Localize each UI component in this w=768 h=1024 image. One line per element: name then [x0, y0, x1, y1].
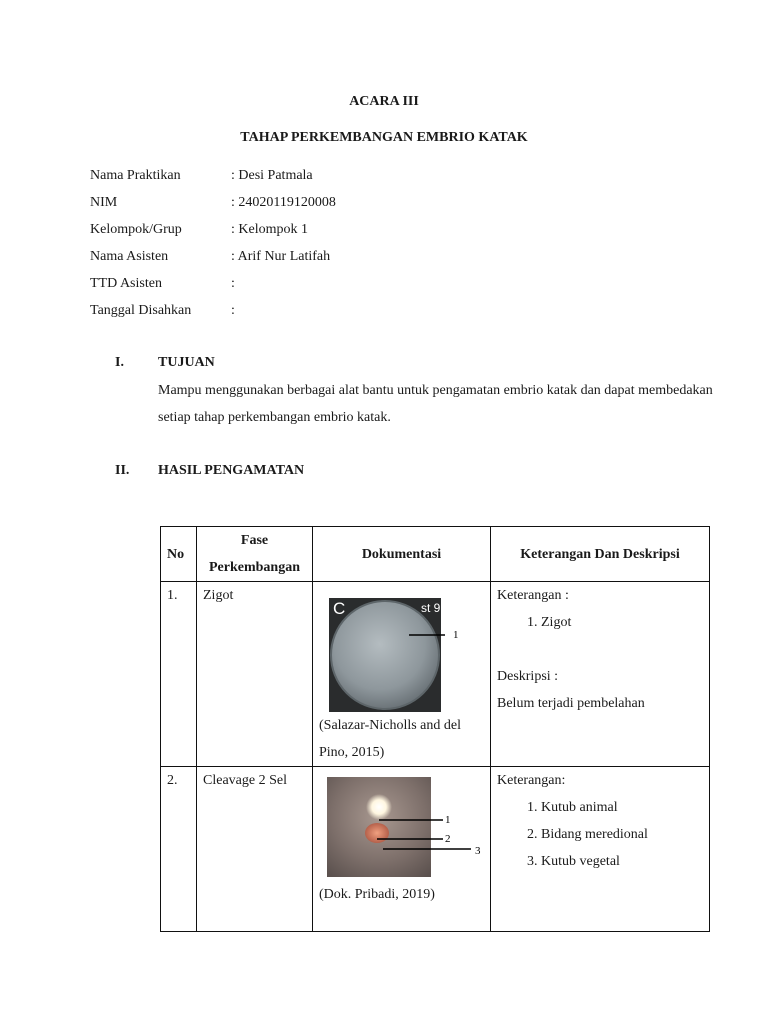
- document-title: TAHAP PERKEMBANGAN EMBRIO KATAK: [240, 130, 528, 145]
- cell-keterangan: [491, 582, 710, 767]
- keterangan-list: [497, 609, 703, 636]
- photo-caption: (Salazar-Nicholls and del Pino, 2015): [319, 718, 461, 760]
- pointer-label-2: 2: [445, 833, 451, 845]
- keterangan-heading: Keterangan :: [497, 588, 569, 603]
- cell-keterangan: [491, 767, 710, 932]
- info-label-kelompok: Kelompok/Grup: [90, 222, 182, 237]
- info-value-nama: : Desi Patmala: [231, 168, 313, 183]
- header-fase: Fase Perkembangan: [197, 527, 313, 582]
- section-title-tujuan: TUJUAN: [158, 355, 215, 370]
- deskripsi-text: Belum terjadi pembelahan: [497, 696, 645, 711]
- info-value-ttd: :: [231, 276, 235, 291]
- pointer-label-1: 1: [453, 629, 459, 641]
- tujuan-paragraph: Mampu menggunakan berbagai alat bantu untuk pengamatan embrio katak dan dapat membedakan setiap tahap perkembangan embrio katak.: [158, 383, 713, 425]
- keterangan-heading: Keterangan:: [497, 773, 566, 788]
- pointer-label-1: 1: [445, 814, 451, 826]
- cell-dokumentasi: [313, 767, 491, 932]
- header-keterangan: Keterangan Dan Deskripsi: [491, 527, 710, 582]
- observation-table: [160, 526, 710, 932]
- section-number-tujuan: I.: [115, 355, 124, 370]
- deskripsi-heading: Deskripsi :: [497, 669, 559, 684]
- cell-fase: Zigot: [197, 582, 313, 767]
- cell-dokumentasi: [313, 582, 491, 767]
- zigot-photo-image: [329, 598, 479, 712]
- cleavage-photo: [327, 777, 493, 877]
- table-row: [161, 582, 710, 767]
- header-dokumentasi: Dokumentasi: [313, 527, 491, 582]
- info-value-asisten: : Arif Nur Latifah: [231, 249, 331, 264]
- list-item: 3. Kutub vegetal: [541, 848, 703, 875]
- info-value-nim: : 24020119120008: [231, 195, 336, 210]
- list-item: 2. Bidang meredional: [541, 821, 703, 848]
- cleavage-photo-image: [327, 777, 493, 877]
- info-value-tanggal: :: [231, 303, 235, 318]
- list-item: 1. Zigot: [541, 609, 703, 636]
- photo-caption: (Dok. Pribadi, 2019): [319, 887, 435, 902]
- table-header-row: [161, 527, 710, 582]
- pointer-label-3: 3: [475, 845, 481, 857]
- info-label-nim: NIM: [90, 195, 118, 210]
- list-item: 1. Kutub animal: [541, 794, 703, 821]
- info-label-asisten: Nama Asisten: [90, 249, 169, 264]
- acara-heading: ACARA III: [349, 94, 419, 109]
- photo-letter: C: [333, 599, 346, 618]
- photo-stage: st 9: [421, 601, 441, 615]
- info-value-kelompok: : Kelompok 1: [231, 222, 308, 237]
- table-row: [161, 767, 710, 932]
- info-label-ttd: TTD Asisten: [90, 276, 162, 291]
- header-no: No: [161, 527, 197, 582]
- section-title-hasil: HASIL PENGAMATAN: [158, 463, 305, 478]
- section-number-hasil: II.: [115, 463, 130, 478]
- keterangan-list: [497, 794, 703, 875]
- cell-fase: Cleavage 2 Sel: [197, 767, 313, 932]
- zigot-photo: [329, 598, 479, 712]
- cell-no: 1.: [161, 582, 197, 767]
- info-label-nama: Nama Praktikan: [90, 168, 181, 183]
- cell-no: 2.: [161, 767, 197, 932]
- info-label-tanggal: Tanggal Disahkan: [90, 303, 192, 318]
